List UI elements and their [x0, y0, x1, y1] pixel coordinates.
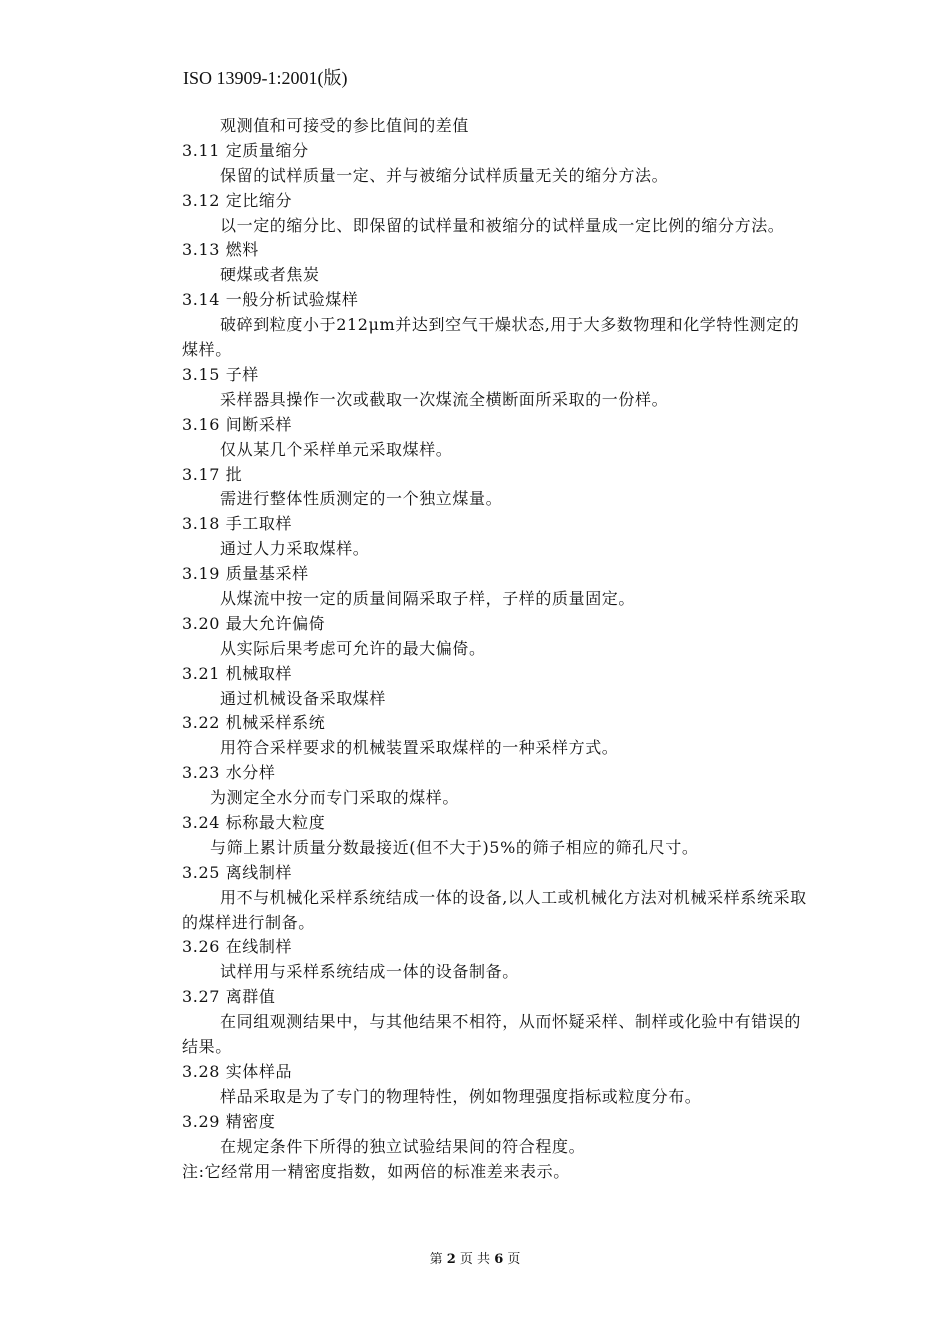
definition-paragraph: 破碎到粒度小于212μm并达到空气干燥状态,用于大多数物理和化学特性测定的煤样。 [182, 315, 800, 360]
definition-text: 在规定条件下所得的独立试验结果间的符合程度。 [220, 1136, 586, 1156]
note-text: 注:它经常用一精密度指数，如两倍的标准差来表示。 [182, 1161, 570, 1181]
definition-text: 通过机械设备采取煤样 [220, 688, 387, 708]
definition-text: 需进行整体性质测定的一个独立煤量。 [220, 489, 503, 509]
term-heading: 3.20 最大允许偏倚 [182, 613, 326, 633]
term-heading: 3.25 离线制样 [182, 862, 293, 882]
definition-text: 用符合采样要求的机械装置采取煤样的一种采样方式。 [220, 738, 619, 758]
term-heading: 3.23 水分样 [182, 763, 276, 783]
definition-text: 保留的试样质量一定、并与被缩分试样质量无关的缩分方法。 [220, 165, 669, 185]
definition-paragraph: 在同组观测结果中，与其他结果不相符，从而怀疑采样、制样或化验中有错误的结果。 [182, 1012, 802, 1057]
definition-text: 试样用与采样系统结成一体的设备制备。 [220, 962, 519, 982]
term-heading: 3.11 定质量缩分 [182, 140, 309, 160]
footer-suffix: 页 [507, 1252, 521, 1267]
term-heading: 3.22 机械采样系统 [182, 713, 326, 733]
page-footer [0, 1248, 950, 1267]
definition-text: 通过人力采取煤样。 [220, 539, 370, 559]
footer-page-number: 2 [446, 1252, 456, 1267]
term-heading: 3.13 燃料 [182, 240, 259, 260]
definition-text: 与筛上累计质量分数最接近(但不大于)5%的筛子相应的筛孔尺寸。 [210, 837, 699, 857]
footer-middle: 页 共 [459, 1252, 491, 1267]
definition-paragraph: 用不与机械化采样系统结成一体的设备,以人工或机械化方法对机械采样系统采取的煤样进行制备。 [182, 887, 807, 932]
definition-text: 采样器具操作一次或截取一次煤流全横断面所采取的一份样。 [220, 389, 669, 409]
term-heading: 3.28 实体样品 [182, 1061, 293, 1081]
term-heading: 3.27 离群值 [182, 987, 276, 1007]
term-heading: 3.12 定比缩分 [182, 190, 293, 210]
definition-paragraph: 以一定的缩分比、即保留的试样量和被缩分的试样量成一定比例的缩分方法。 [220, 215, 785, 235]
definition-text: 从实际后果考虑可允许的最大偏倚。 [220, 638, 486, 658]
document-body [182, 114, 814, 1184]
term-heading: 3.21 机械取样 [182, 663, 293, 683]
footer-prefix: 第 [429, 1252, 443, 1267]
term-heading: 3.16 间断采样 [182, 414, 293, 434]
term-heading: 3.19 质量基采样 [182, 564, 309, 584]
definition-text: 从煤流中按一定的质量间隔采取子样，子样的质量固定。 [220, 588, 636, 608]
document-header: ISO 13909-1:2001(版) [183, 68, 348, 88]
definition-text: 样品采取是为了专门的物理特性，例如物理强度指标或粒度分布。 [220, 1086, 702, 1106]
term-heading: 3.24 标称最大粒度 [182, 812, 326, 832]
definition-text: 观测值和可接受的参比值间的差值 [220, 116, 470, 135]
definition-text: 为测定全水分而专门采取的煤样。 [210, 788, 460, 808]
term-heading: 3.29 精密度 [182, 1111, 276, 1131]
footer-total-pages: 6 [494, 1252, 504, 1267]
term-heading: 3.14 一般分析试验煤样 [182, 290, 359, 310]
definition-text: 硬煤或者焦炭 [220, 265, 320, 285]
term-heading: 3.17 批 [182, 464, 243, 484]
definition-text: 仅从某几个采样单元采取煤样。 [220, 439, 453, 459]
term-heading: 3.15 子样 [182, 364, 259, 384]
term-heading: 3.26 在线制样 [182, 937, 293, 957]
term-heading: 3.18 手工取样 [182, 514, 293, 534]
